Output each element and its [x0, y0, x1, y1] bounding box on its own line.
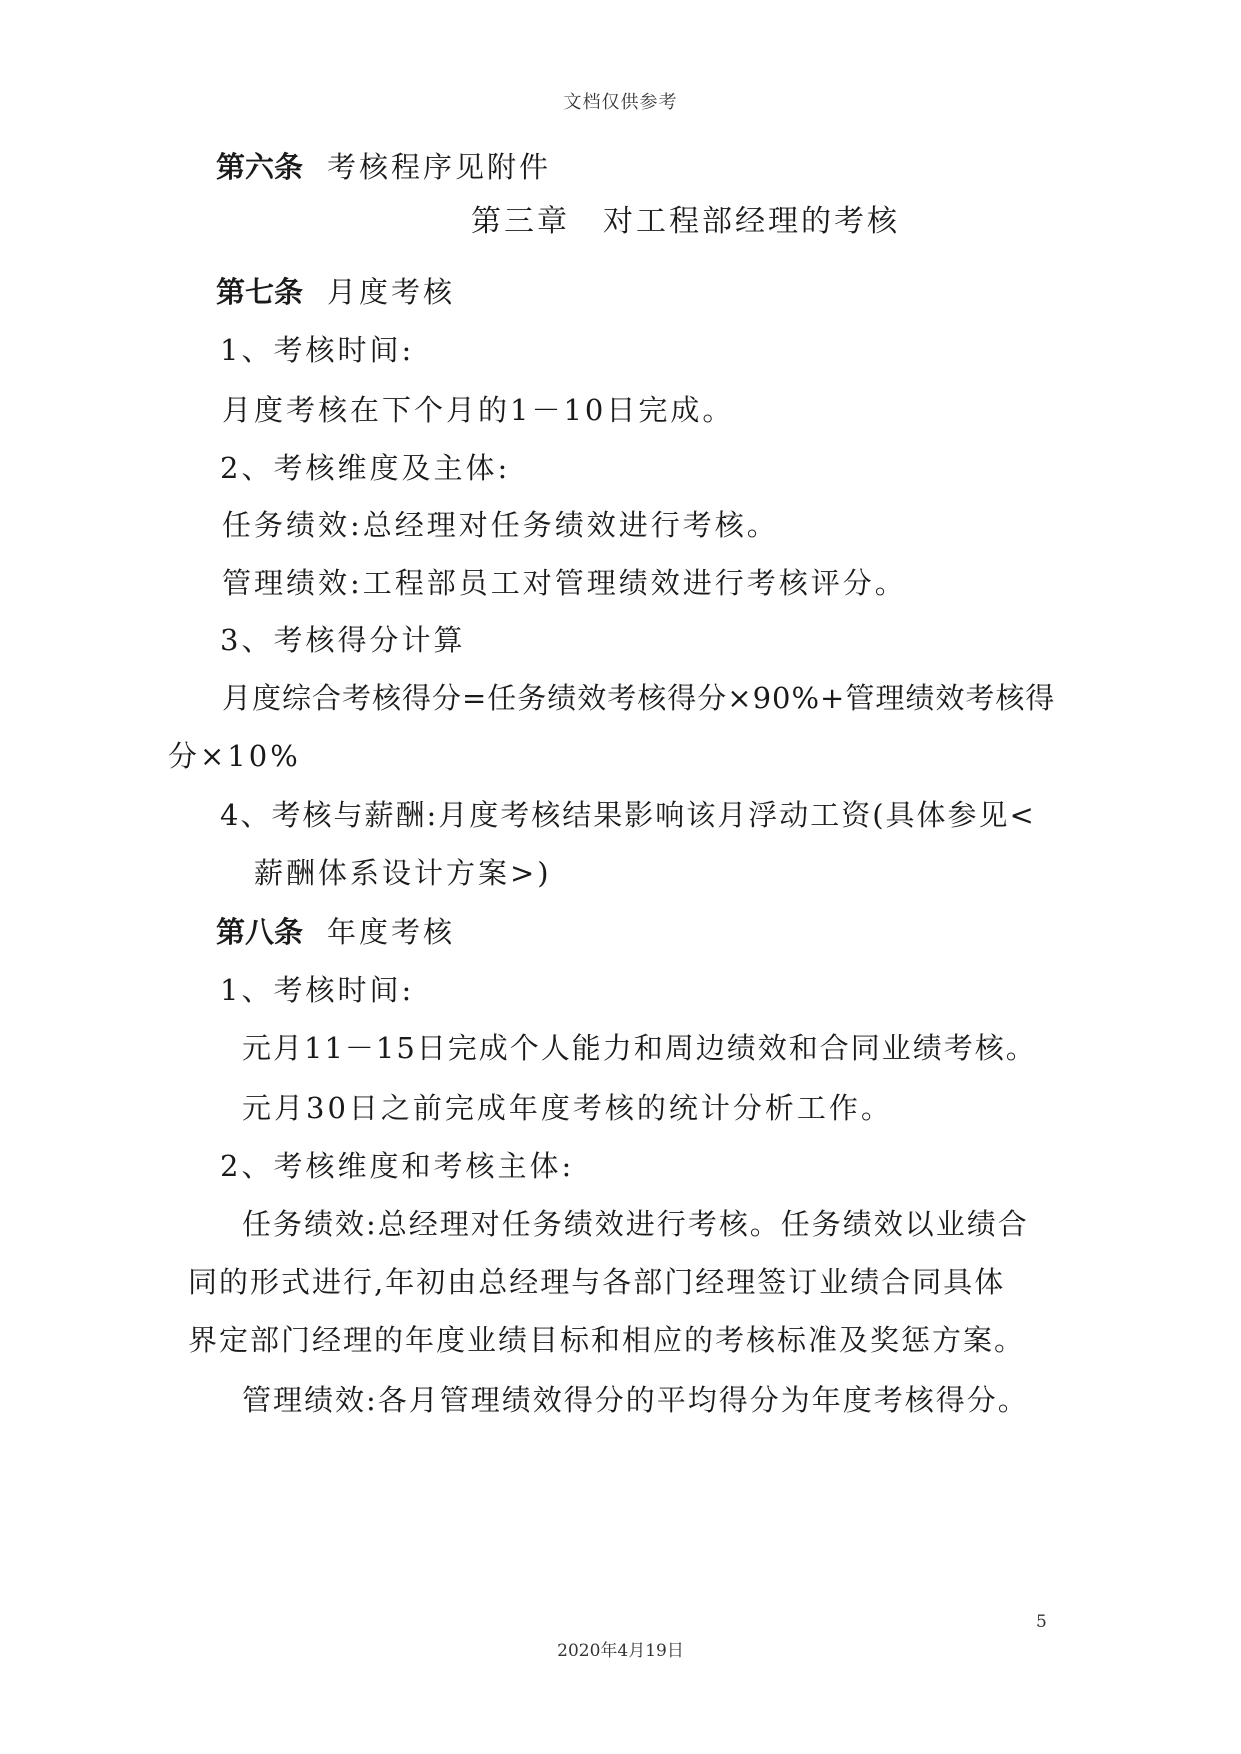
a7-item-3: 3、考核得分计算: [220, 623, 466, 657]
a8-item-2-text-1: 任务绩效:总经理对任务绩效进行考核。任务绩效以业绩合: [242, 1207, 1029, 1241]
a7-item-1-text: 月度考核在下个月的1－10日完成。: [222, 393, 735, 427]
a8-item-2: 2、考核维度和考核主体:: [220, 1149, 575, 1183]
a8-item-1-text-1: 元月11－15日完成个人能力和周边绩效和合同业绩考核。: [242, 1031, 1037, 1065]
page-header: 文档仅供参考: [563, 92, 678, 113]
article-8-label: 第八条: [216, 915, 304, 949]
article-7-label: 第七条: [216, 275, 304, 309]
a7-item-4-text-1: 4、考核与薪酬:月度考核结果影响该月浮动工资(具体参见<: [220, 798, 1036, 832]
article-7-text: 月度考核: [327, 275, 456, 309]
article-6-label: 第六条: [216, 150, 304, 184]
a8-item-2-text-4: 管理绩效:各月管理绩效得分的平均得分为年度考核得分。: [242, 1383, 1029, 1417]
article-7: [216, 272, 455, 312]
a8-item-1-text-2: 元月30日之前完成年度考核的统计分析工作。: [242, 1091, 893, 1125]
article-6: [216, 147, 551, 187]
a7-item-4-text-2: 薪酬体系设计方案>): [254, 856, 552, 890]
article-6-text: 考核程序见附件: [327, 150, 552, 184]
a8-item-1: 1、考核时间:: [220, 973, 415, 1007]
a8-item-2-text-3: 界定部门经理的年度业绩目标和相应的考核标准及奖惩方案。: [188, 1323, 1026, 1357]
chapter-title: 第三章 对工程部经理的考核: [471, 204, 900, 239]
a7-item-3-text-2: 分×10%: [168, 739, 301, 773]
a7-item-3-text-1: 月度综合考核得分=任务绩效考核得分×90%+管理绩效考核得: [222, 681, 1056, 715]
article-8-text: 年度考核: [327, 915, 456, 949]
a8-item-2-text-2: 同的形式进行,年初由总经理与各部门经理签订业绩合同具体: [188, 1265, 1006, 1299]
page-number: 5: [1036, 1612, 1047, 1632]
article-8: [216, 912, 455, 952]
a7-item-2-text-2: 管理绩效:工程部员工对管理绩效进行考核评分。: [222, 566, 907, 600]
page-footer-date: 2020年4月19日: [557, 1641, 684, 1661]
a7-item-2: 2、考核维度及主体:: [220, 451, 511, 485]
a7-item-2-text-1: 任务绩效:总经理对任务绩效进行考核。: [222, 508, 779, 542]
a7-item-1: 1、考核时间:: [220, 333, 415, 367]
